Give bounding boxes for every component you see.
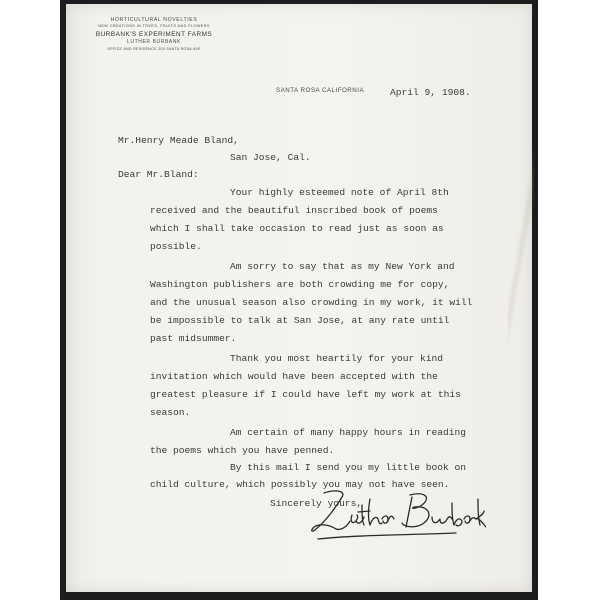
- body-line: Washington publishers are both crowding me for copy,: [150, 279, 450, 290]
- body-line: the poems which you have penned.: [150, 445, 335, 456]
- paper-crease: [508, 40, 534, 460]
- letterhead-line-1: HORTICULTURAL NOVELTIES: [110, 17, 198, 23]
- body-line: Your highly esteemed note of April 8th: [230, 187, 449, 198]
- letter-date: April 9, 1908.: [390, 87, 471, 98]
- body-line: season.: [150, 407, 191, 418]
- body-line: Am sorry to say that as my New York and: [230, 261, 455, 272]
- body-line: received and the beautiful inscribed book of poems: [150, 205, 438, 216]
- handwritten-signature: [306, 485, 486, 543]
- body-line: invitation which would have been accepted with the: [150, 371, 438, 382]
- body-line: past midsummer.: [150, 333, 237, 344]
- body-line: be impossible to talk at San Jose, at any rate until: [150, 315, 450, 326]
- recipient-city: San Jose, Cal.: [230, 152, 311, 163]
- body-line: By this mail I send you my little book on: [230, 462, 467, 473]
- letterhead-line-5: OFFICE AND RESIDENCE 204 SANTA ROSA AVE: [107, 47, 201, 51]
- letterhead: [94, 17, 214, 51]
- body-line: possible.: [150, 241, 202, 252]
- body-line: which I shall take occasion to read just as soon as: [150, 223, 444, 234]
- body-line: and the unusual season also crowding in my work, it will: [150, 297, 473, 308]
- letterhead-line-3: BURBANK'S EXPERIMENT FARMS: [95, 31, 213, 38]
- recipient-name: Mr.Henry Meade Bland,: [118, 135, 239, 146]
- letterhead-line-4: LUTHER BURBANK: [127, 39, 181, 45]
- letterhead-line-2: NEW CREATIONS IN TREES, FRUITS AND FLOWERS: [98, 24, 210, 28]
- closing: Sincerely yours,: [270, 498, 363, 509]
- body-line: greatest pleasure if I could have left my work at this: [150, 389, 461, 400]
- body-line: child culture, which possibly you may not have seen.: [150, 479, 450, 490]
- salutation: Dear Mr.Bland:: [118, 169, 199, 180]
- body-line: Am certain of many happy hours in reading: [230, 427, 467, 438]
- body-line: Thank you most heartily for your kind: [230, 353, 444, 364]
- letter-place: SANTA ROSA CALIFORNIA: [276, 87, 365, 94]
